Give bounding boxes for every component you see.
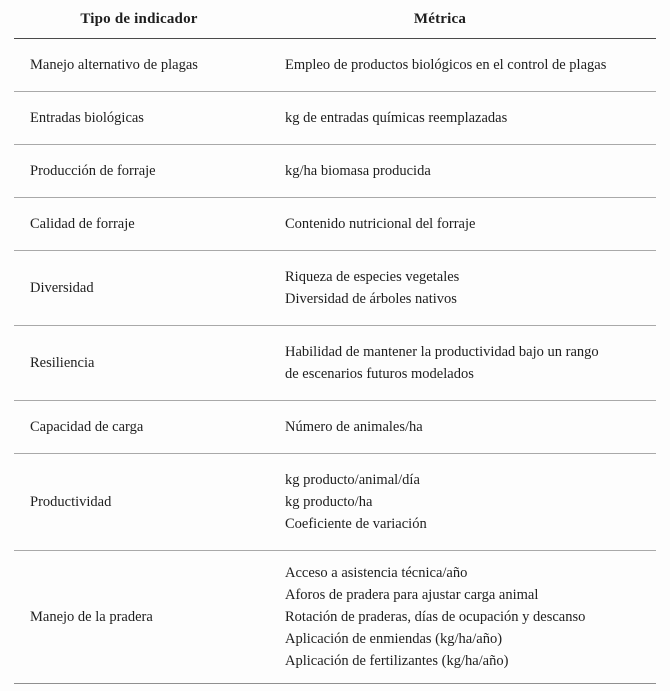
metric-line: Número de animales/ha [285, 419, 423, 435]
metric-line: Acceso a asistencia técnica/año [285, 565, 468, 581]
metric-cell [264, 213, 656, 235]
metric-cell [264, 416, 656, 438]
metric-line: Aplicación de enmiendas (kg/ha/año) [285, 631, 503, 647]
metric-cell [264, 562, 656, 672]
indicator-cell: Entradas biológicas [30, 110, 144, 126]
metric-cell [264, 266, 656, 310]
metric-cell [264, 469, 656, 535]
indicator-cell: Calidad de forraje [30, 216, 135, 232]
table-row [14, 550, 656, 683]
metric-cell [264, 160, 656, 182]
metric-line: kg de entradas químicas reemplazadas [285, 110, 508, 126]
indicators-metrics-table [14, 0, 656, 684]
table-row [14, 91, 656, 144]
metric-line: Aforos de pradera para ajustar carga animal [285, 587, 539, 603]
table-header-row [14, 0, 656, 39]
metric-line: kg producto/ha [285, 494, 373, 510]
table-row [14, 250, 656, 325]
indicator-cell: Capacidad de carga [30, 419, 144, 435]
table-row [14, 453, 656, 550]
table-row [14, 144, 656, 197]
table-row [14, 197, 656, 250]
header-metrica: Métrica [413, 11, 467, 27]
metric-line: Contenido nutricional del forraje [285, 216, 476, 232]
table-row [14, 325, 656, 400]
metric-line: Rotación de praderas, días de ocupación y descanso [285, 609, 586, 625]
metric-line: de escenarios futuros modelados [285, 366, 474, 382]
metric-line: Empleo de productos biológicos en el control de plagas [285, 57, 607, 73]
metric-line: Aplicación de fertilizantes (kg/ha/año) [285, 653, 509, 669]
metric-line: Coeficiente de variación [285, 516, 427, 532]
indicator-cell: Manejo de la pradera [30, 609, 153, 625]
metric-line: kg/ha biomasa producida [285, 163, 431, 179]
metric-cell [264, 341, 656, 385]
metric-cell [264, 107, 656, 129]
metric-line: Diversidad de árboles nativos [285, 291, 457, 307]
indicator-cell: Diversidad [30, 280, 94, 296]
metric-line: Riqueza de especies vegetales [285, 269, 460, 285]
header-tipo-de-indicador: Tipo de indicador [80, 11, 198, 27]
indicator-cell: Producción de forraje [30, 163, 156, 179]
table-row [14, 39, 656, 91]
table-row [14, 400, 656, 453]
indicator-cell: Productividad [30, 494, 112, 510]
metric-line: Habilidad de mantener la productividad bajo un rango [285, 344, 599, 360]
metric-cell [264, 54, 656, 76]
metric-line: kg producto/animal/día [285, 472, 420, 488]
indicator-cell: Resiliencia [30, 355, 95, 371]
indicator-cell: Manejo alternativo de plagas [30, 57, 198, 73]
